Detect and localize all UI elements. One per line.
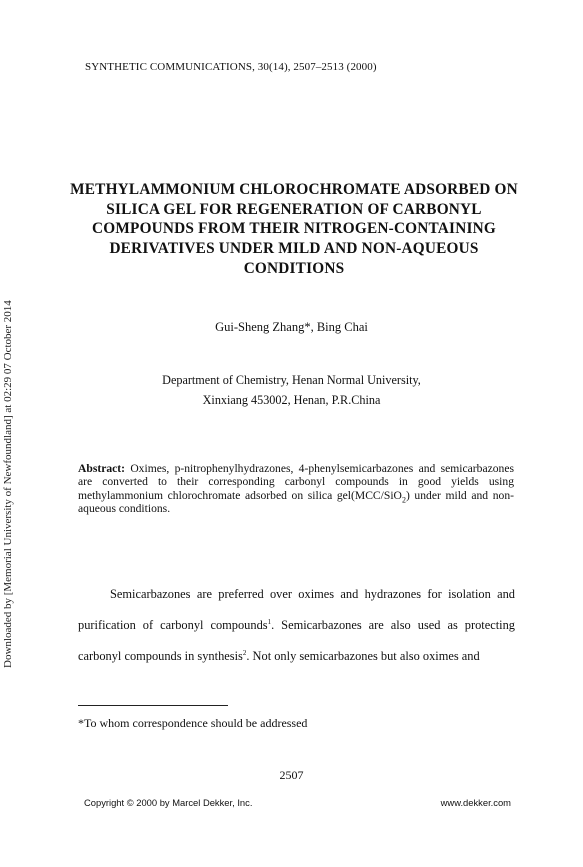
- journal-citation: SYNTHETIC COMMUNICATIONS, 30(14), 2507–2513 (2000): [85, 61, 377, 73]
- abstract-text-end: ) under mild and non-aqueous conditions.: [78, 488, 514, 515]
- body-paragraph: [78, 579, 515, 672]
- reference-1: 1: [267, 617, 272, 626]
- abstract-label: Abstract:: [78, 462, 126, 475]
- copyright: Copyright © 2000 by Marcel Dekker, Inc.: [84, 797, 253, 808]
- publisher-website: www.dekker.com: [440, 797, 511, 808]
- body-text: [78, 579, 515, 672]
- affiliation-line-2: Xinxiang 453002, Henan, P.R.China: [202, 393, 381, 407]
- abstract: [78, 462, 514, 515]
- abstract-text: Oximes, p-nitrophenylhydrazones, 4-phenylsemicarbazones and semicarbazones are converted to their corresponding carbonyl compounds in good yields using methylammonium chlorochromate adsorbed on silica gel(MCC/SiO: [78, 462, 514, 502]
- footnote: *To whom correspondence should be addressed: [78, 716, 308, 730]
- body-part-2: . Semicarbazones are also used as protecting carbonyl compounds in synthesis: [78, 618, 515, 663]
- affiliation-line-1: Department of Chemistry, Henan Normal University,: [162, 373, 421, 387]
- page-number: 2507: [279, 768, 304, 782]
- reference-2: 2: [242, 648, 247, 657]
- authors: Gui-Sheng Zhang*, Bing Chai: [215, 320, 368, 334]
- body-part-3: . Not only semicarbazones but also oximes and: [246, 649, 480, 663]
- formula-subscript: 2: [401, 494, 406, 504]
- download-watermark: Downloaded by [Memorial University of Newfoundland] at 02:29 07 October 2014: [2, 300, 14, 668]
- footnote-divider: [78, 705, 228, 706]
- paper-title: METHYLAMMONIUM CHLOROCHROMATE ADSORBED ON SILICA GEL FOR REGENERATION OF CARBONYL COMPOUNDS FROM THEIR NITROGEN-CONTAINING DERIVATIVES UNDER MILD AND NON-AQUEOUS CONDITIONS: [70, 181, 518, 277]
- body-part-1: Semicarbazones are preferred over oximes and hydrazones for isolation and purification of carbonyl compounds: [78, 587, 515, 632]
